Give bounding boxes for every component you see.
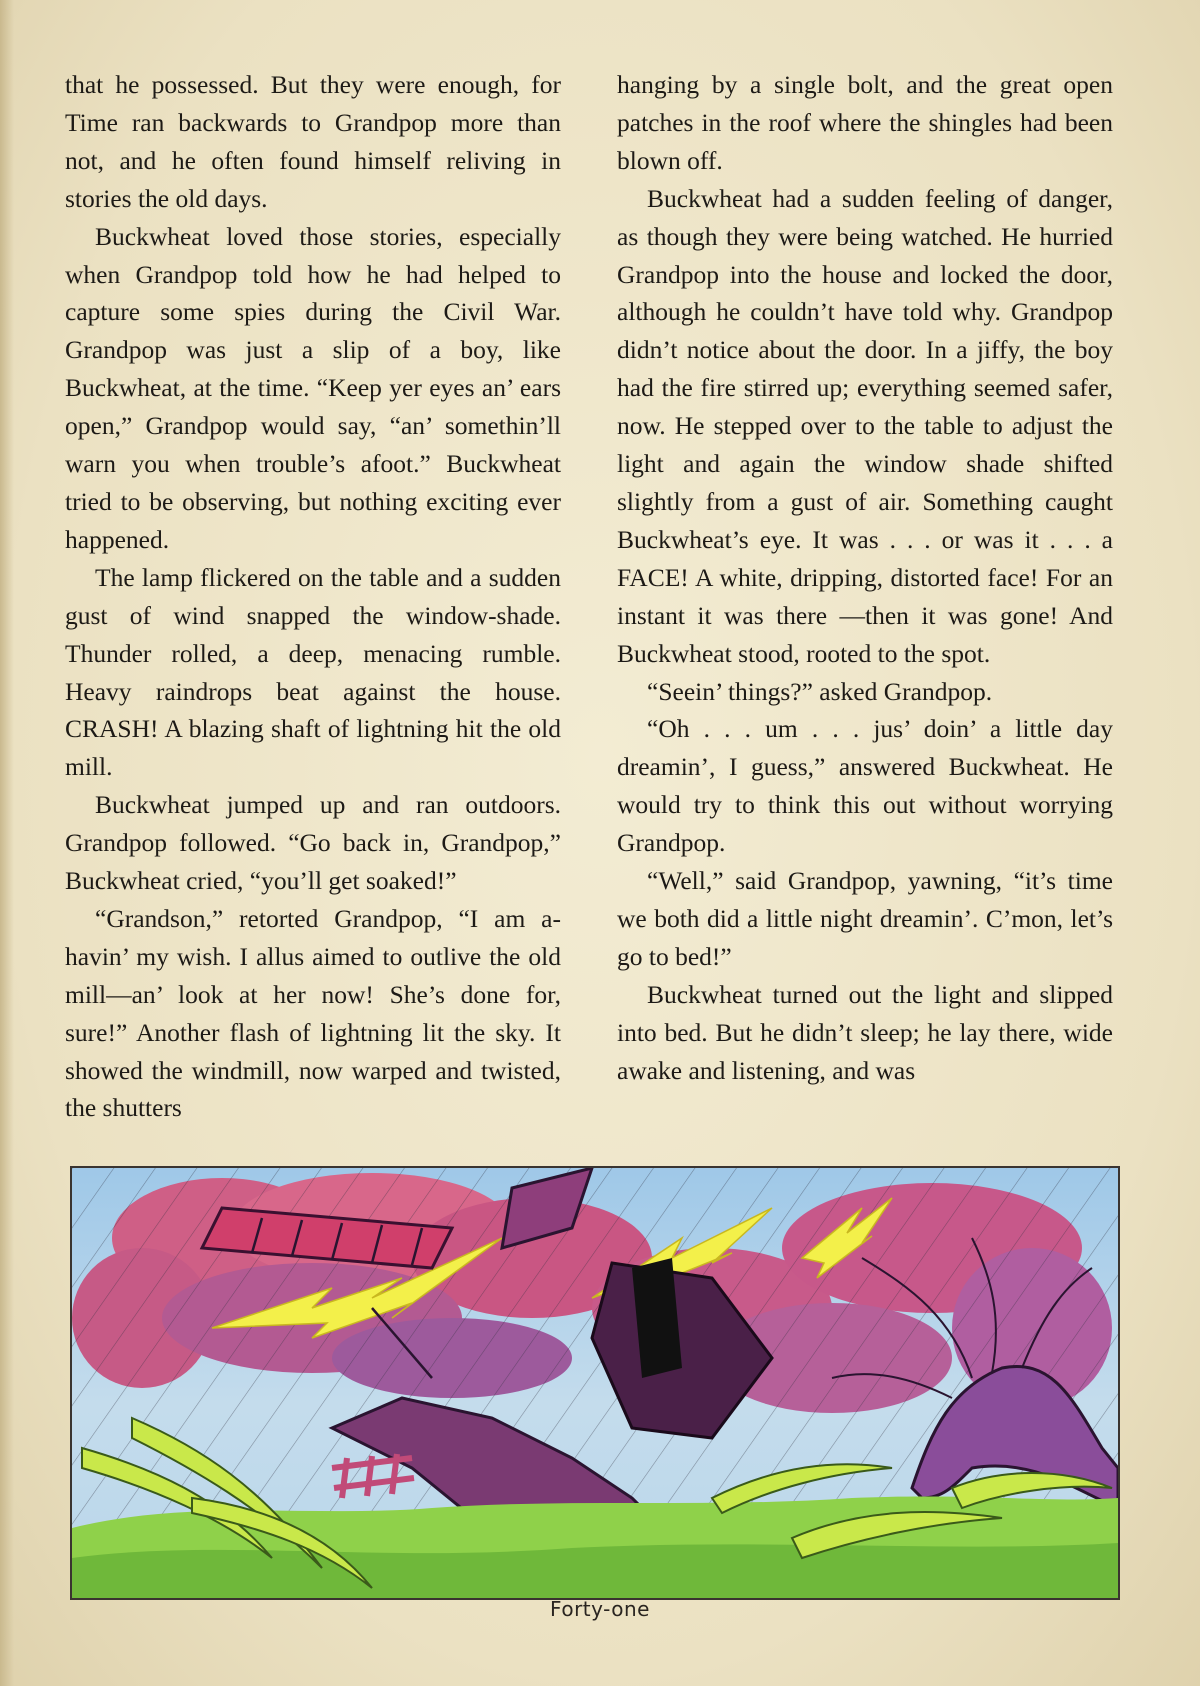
paragraph: Buckwheat had a sudden feeling of danger, as though they were being watched. He hurried Grandpop into the house and locked the door, although he couldn’t have told why. Grandpop didn’t notice about the door. In a jiffy, the boy had the fire stirred up; everything seemed safer, now. He stepped over to the table to adjust the light and again the window shade shifted slightly from a gust of air. Something caught Buckwheat’s eye. It was . . . or was it . . . a FACE! A white, dripping, distorted face! For an instant it was there —then it was gone! And Buckwheat stood, rooted to the spot.: [617, 183, 1113, 668]
paragraph: “Well,” said Grandpop, yawning, “it’s time we both did a little night dreamin’. C’mon, let’s go to bed!”: [617, 866, 1113, 971]
paragraph: hanging by a single bolt, and the great open patches in the roof where the shingles had been blown off.: [617, 70, 1113, 175]
paragraph: that he possessed. But they were enough, for Time ran backwards to Grandpop more than not, and he often found himself reliving in stories the old days.: [65, 70, 561, 213]
paragraph: “Oh . . . um . . . jus’ doin’ a little day dreamin’, I guess,” answered Buckwheat. He would try to think this out without worrying Grandpop.: [617, 714, 1113, 858]
paragraph: “Seein’ things?” asked Grandpop.: [647, 676, 993, 706]
paragraph: “Grandson,” retorted Grandpop, “I am a-havin’ my wish. I allus aimed to outlive the old mill—an’ look at her now! She’s done for, sure!” Another flash of lightning lit the sky. It showed the windmill, now warped and twisted, the shutters: [65, 903, 561, 1123]
page-number: Forty-one: [550, 1597, 650, 1621]
paragraph: Buckwheat loved those stories, especially when Grandpop told how he had helped to capture some spies during the Civil War. Grandpop was just a slip of a boy, like Buckwheat, at the time. “Keep yer eyes an’ ears open,” Grandpop would say, “an’ somethin’ll warn you when trouble’s afoot.” Buckwheat tried to be observing, but nothing exciting ever happened.: [65, 221, 561, 554]
page-edge-shadow: [0, 0, 14, 1686]
paragraph: The lamp flickered on the table and a sudden gust of wind snapped the window-shade. Thunder rolled, a deep, menacing rumble. Heavy raindrops beat against the house. CRASH! A blazing shaft of lightning hit the old mill.: [65, 562, 561, 782]
illustration-art: [72, 1168, 1118, 1598]
right-text-column: [617, 66, 1113, 1089]
paragraph: Buckwheat turned out the light and slipped into bed. But he didn’t sleep; he lay there, wide awake and listening, and was: [617, 979, 1113, 1085]
paragraph: Buckwheat jumped up and ran outdoors. Grandpop followed. “Go back in, Grandpop,” Buckwheat cried, “you’ll get soaked!”: [65, 790, 561, 896]
storm-windmill-illustration: [70, 1166, 1120, 1600]
left-text-column: [65, 66, 561, 1127]
